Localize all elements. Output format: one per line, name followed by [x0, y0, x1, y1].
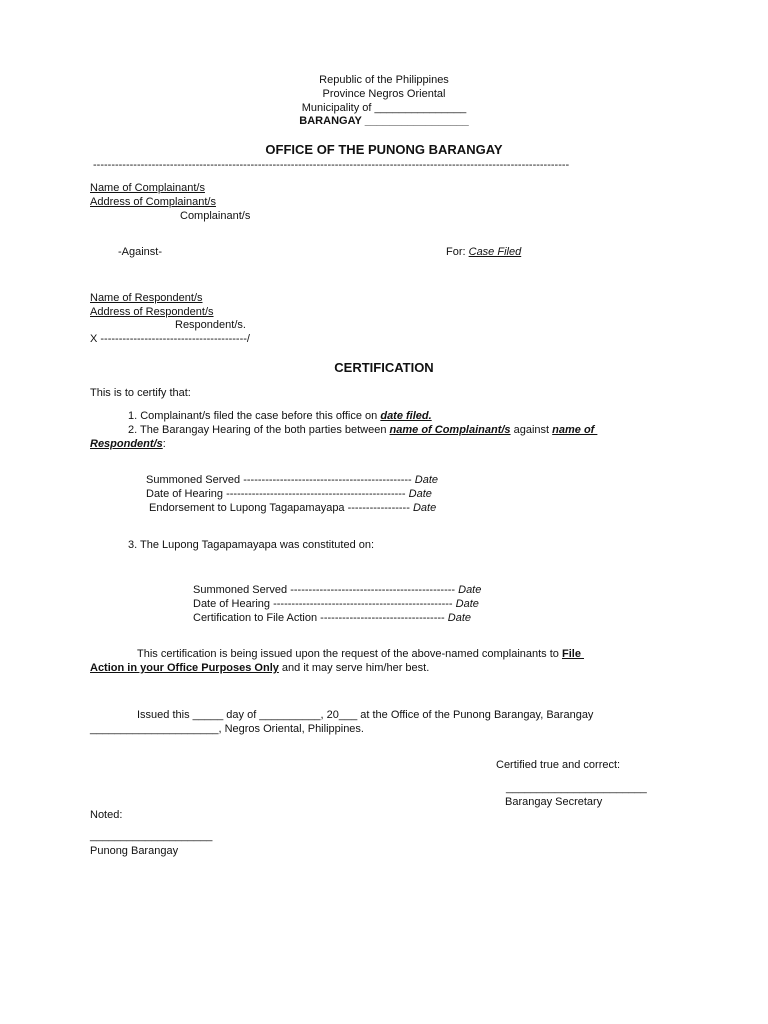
item-2-text: 2. The Barangay Hearing of the both parties between [128, 424, 390, 436]
barangay-line: BARANGAY _________________ [299, 115, 469, 127]
row-label: Certification to File Action ---------------------------------- [193, 612, 448, 624]
purpose-text: This certification is being issued upon the request of the above-named complainants to [137, 648, 562, 660]
complainant-address: Address of Complainant/s [90, 196, 216, 208]
lupon-row-summoned [193, 583, 481, 597]
item-2 [128, 423, 597, 437]
respondent-address: Address of Respondent/s [90, 306, 214, 318]
row-label: Summoned Served --------------------------------------------- [193, 584, 459, 596]
row-value: Date [408, 488, 432, 500]
lupon-row-hearing [193, 597, 479, 611]
item-1 [128, 409, 432, 423]
item-2-respondent-a: name of [552, 424, 598, 436]
item-2-colon: : [162, 438, 166, 450]
noted-label: Noted: [90, 809, 123, 821]
x-line: X ----------------------------------------/ [90, 333, 250, 345]
divider: ---------------------------------------------------------------------------------------------------------------------------------- [93, 159, 570, 171]
office-title: OFFICE OF THE PUNONG BARANGAY [265, 142, 503, 157]
for-label: For: [446, 246, 469, 258]
secretary-signature-line: _______________________ [506, 782, 647, 794]
row-label: Summoned Served ---------------------------------------------- [146, 474, 415, 486]
item-3: 3. The Lupong Tagapamayapa was constituted on: [128, 539, 375, 551]
certified-label: Certified true and correct: [496, 759, 621, 771]
complainant-name: Name of Complainant/s [90, 182, 205, 194]
for-case [446, 245, 521, 259]
item-2-against: against [510, 424, 553, 436]
republic-line: Republic of the Philippines [319, 74, 449, 86]
issued-line-1: Issued this _____ day of __________, 20___ at the Office of the Punong Barangay, Barangay [137, 709, 594, 721]
row-value: Date [458, 584, 482, 596]
purpose-line-2 [90, 661, 429, 675]
row-value: Date [414, 474, 439, 486]
row-value: Date [447, 612, 472, 624]
municipality-line: Municipality of _______________ [301, 102, 467, 114]
complainant-label: Complainant/s [180, 210, 251, 222]
hearing-row-summoned [146, 473, 438, 487]
respondent-label: Respondent/s. [175, 319, 246, 331]
row-label: Endorsement to Lupong Tagapamayapa ----------------- [146, 502, 413, 514]
respondent-name: Name of Respondent/s [90, 292, 203, 304]
punong-signature-line: ____________________ [90, 830, 213, 842]
item-2-respondent-b: Respondent/s [90, 438, 163, 450]
purpose-bold-b: Action in your Office Purposes Only [90, 662, 279, 674]
row-value: Date [455, 598, 479, 610]
against-label: -Against- [118, 246, 163, 258]
lupon-row-certification [193, 611, 471, 625]
item-2-complainant: name of Complainant/s [389, 424, 511, 436]
purpose-tail: and it may serve him/her best. [278, 662, 430, 674]
row-label: Date of Hearing ------------------------------------------------- [193, 598, 456, 610]
case-filed: Case Filed [468, 246, 522, 258]
item-1-text: 1. Complainant/s filed the case before this office on [128, 410, 381, 422]
row-label: Date of Hearing ------------------------------------------------- [146, 488, 409, 500]
item-1-date: date filed. [380, 410, 432, 422]
punong-title: Punong Barangay [90, 845, 179, 857]
secretary-title: Barangay Secretary [505, 796, 603, 808]
hearing-row-date [146, 487, 432, 501]
purpose-bold-a: File [561, 648, 584, 660]
row-value: Date [412, 502, 437, 514]
purpose-line-1 [137, 647, 584, 661]
hearing-row-endorsement [146, 501, 436, 515]
item-2-cont [90, 437, 166, 451]
issued-line-2: _____________________, Negros Oriental, Philippines. [90, 723, 364, 735]
certification-title: CERTIFICATION [334, 360, 434, 375]
province-line: Province Negros Oriental [322, 88, 446, 100]
certify-intro: This is to certify that: [90, 387, 191, 399]
